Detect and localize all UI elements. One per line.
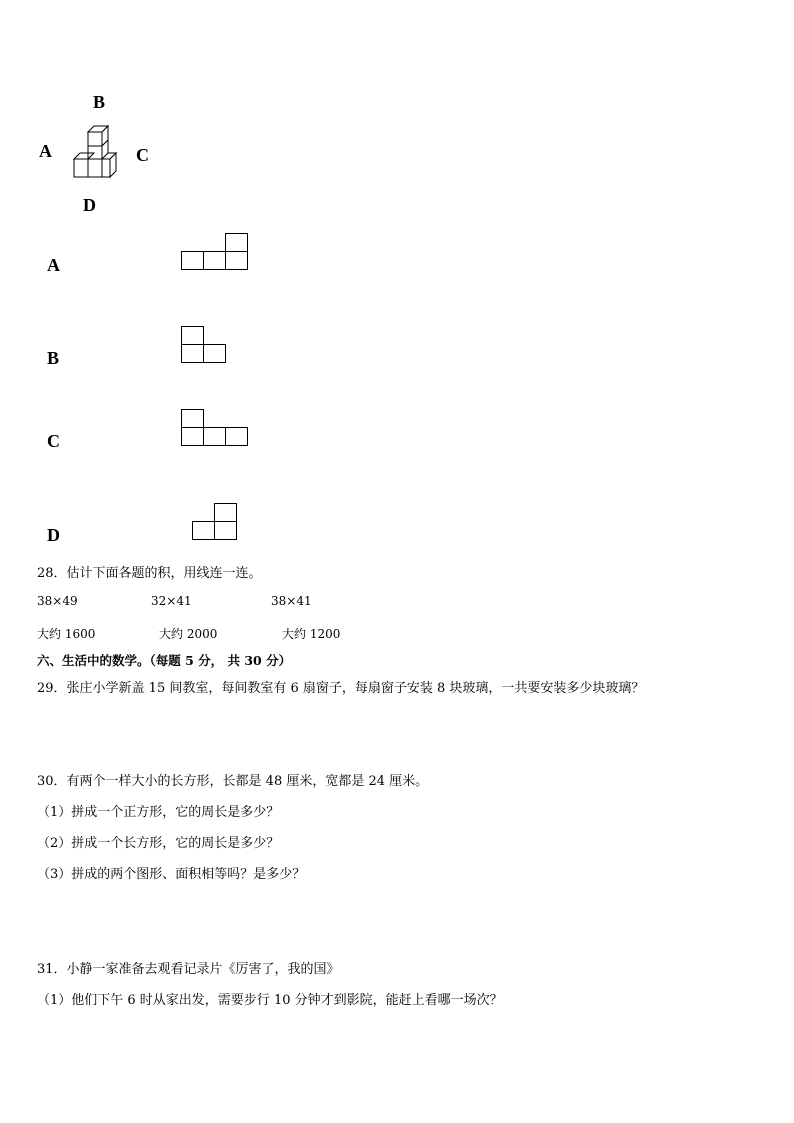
option-c-letter: C: [47, 431, 60, 451]
q28-expression-2: 32×41: [151, 594, 192, 608]
question-31-text: 31．小静一家准备去观看记录片《厉害了，我的国》: [37, 962, 340, 977]
question-30-part-1: （1）拼成一个正方形，它的周长是多少？: [37, 805, 280, 820]
section-6-heading: 六、生活中的数学。（每题 5 分， 共 30 分）: [37, 653, 292, 668]
option-b-view: [181, 326, 227, 364]
question-30-part-3: （3）拼成的两个图形、面积相等吗？是多少？: [37, 867, 306, 882]
direction-label-a: A: [39, 141, 52, 161]
option-d-letter: D: [47, 525, 60, 545]
q28-expression-3: 38×41: [271, 594, 312, 608]
question-31-part-1: （1）他们下午 6 时从家出发，需要步行 10 分钟才到影院，能赶上看哪一场次？: [37, 993, 503, 1008]
option-a-letter: A: [47, 255, 60, 275]
q28-expression-1: 38×49: [37, 594, 78, 608]
q28-estimate-1: 大约 1600: [37, 627, 96, 641]
direction-label-c: C: [136, 145, 149, 165]
q28-estimate-3: 大约 1200: [282, 627, 341, 641]
direction-label-d: D: [83, 195, 96, 215]
question-30-text: 30．有两个一样大小的长方形，长都是 48 厘米，宽都是 24 厘米。: [37, 774, 429, 789]
option-c-view: [181, 409, 249, 447]
option-d-view: [192, 503, 238, 541]
q28-estimate-2: 大约 2000: [159, 627, 218, 641]
question-28-title: 28．估计下面各题的积，用线连一连。: [37, 566, 262, 581]
question-30-part-2: （2）拼成一个长方形，它的周长是多少？: [37, 836, 280, 851]
option-a-view: [181, 233, 249, 271]
direction-label-b: B: [93, 92, 106, 112]
cube-stack-drawing: [72, 126, 122, 182]
option-b-letter: B: [47, 348, 60, 368]
question-29-text: 29．张庄小学新盖 15 间教室，每间教室有 6 扇窗子，每扇窗子安装 8 块玻璃，一共要安装多少块玻璃？: [37, 681, 645, 696]
